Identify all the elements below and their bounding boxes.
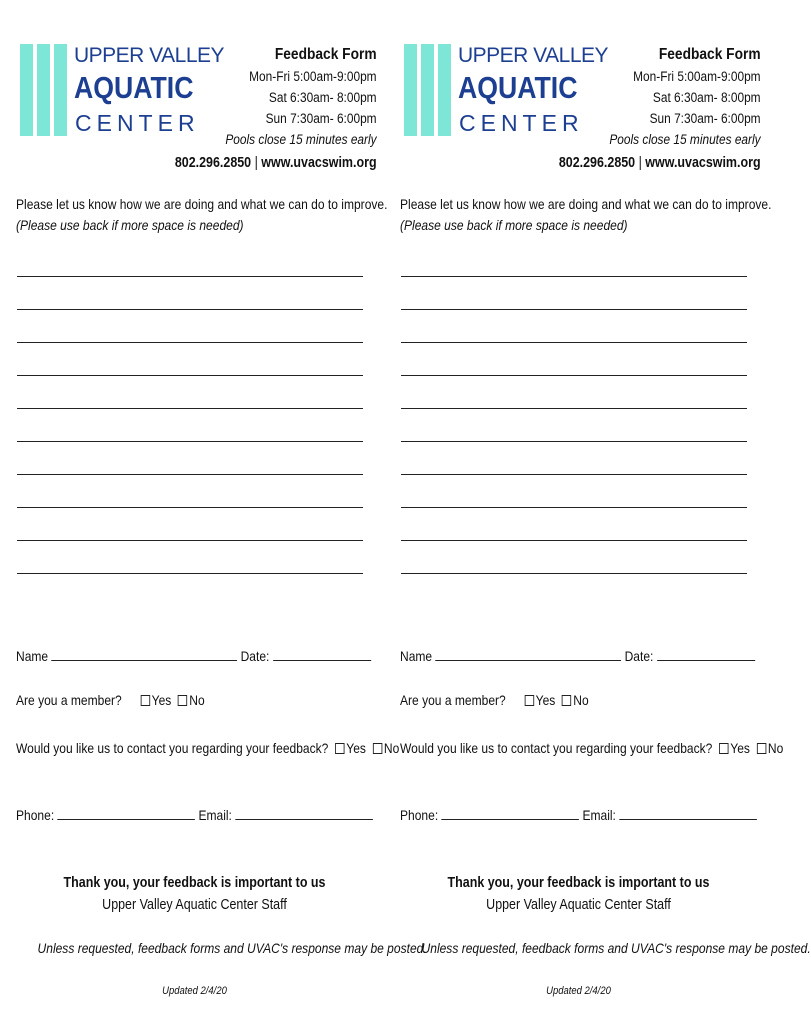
member-no-label: No <box>189 692 205 708</box>
contact-row <box>400 740 783 756</box>
writing-line[interactable] <box>401 375 747 376</box>
contact-no-label: No <box>383 740 400 756</box>
logo-text-center: CENTER <box>75 110 200 136</box>
phone-email-row <box>400 807 757 823</box>
writing-line[interactable] <box>17 375 363 376</box>
prompt-text: Please let us know how we are doing and what we can do to improve. <box>400 196 772 212</box>
writing-line[interactable] <box>17 276 363 277</box>
email-label: Email: <box>582 807 616 823</box>
writing-line[interactable] <box>17 309 363 310</box>
writing-line[interactable] <box>17 474 363 475</box>
pool-close-note: Pools close 15 minutes early <box>609 132 761 147</box>
writing-line[interactable] <box>17 573 363 574</box>
writing-line[interactable] <box>401 441 747 442</box>
contact-line <box>175 152 377 174</box>
phone-number: 802.296.2850 <box>559 155 636 171</box>
logo-text-center: CENTER <box>459 110 584 136</box>
feedback-prompt <box>400 194 771 236</box>
staff-signature: Upper Valley Aquatic Center Staff <box>486 897 671 913</box>
hours-sunday: Sun 7:30am- 6:00pm <box>650 111 761 126</box>
member-row <box>400 692 589 708</box>
thank-you-block <box>396 872 761 916</box>
member-yes-checkbox[interactable] <box>140 695 149 706</box>
logo-text-upper-valley: UPPER VALLEY <box>74 44 225 67</box>
writing-line[interactable] <box>17 507 363 508</box>
writing-line[interactable] <box>401 540 747 541</box>
prompt-note: (Please use back if more space is needed) <box>16 217 244 233</box>
contact-yes-checkbox[interactable] <box>719 743 728 754</box>
member-yes-checkbox[interactable] <box>524 695 533 706</box>
feedback-form-right <box>396 0 811 1024</box>
thank-you-text: Thank you, your feedback is important to us <box>447 875 710 891</box>
date-label: Date: <box>624 648 654 664</box>
member-no-checkbox[interactable] <box>178 695 187 706</box>
contact-separator: | <box>255 155 259 171</box>
writing-line[interactable] <box>401 408 747 409</box>
name-field[interactable] <box>435 648 621 661</box>
email-label: Email: <box>198 807 232 823</box>
date-label: Date: <box>240 648 270 664</box>
member-no-label: No <box>573 692 589 708</box>
contact-line <box>559 152 761 174</box>
feedback-form-left <box>12 0 427 1024</box>
member-row <box>16 692 205 708</box>
header-info <box>142 44 377 174</box>
logo-text-upper-valley: UPPER VALLEY <box>458 44 609 67</box>
phone-number: 802.296.2850 <box>175 155 252 171</box>
member-yes-label: Yes <box>151 692 172 708</box>
writing-line[interactable] <box>17 408 363 409</box>
name-label: Name <box>400 648 433 664</box>
member-yes-label: Yes <box>535 692 556 708</box>
member-question: Are you a member? <box>16 692 122 708</box>
contact-yes-label: Yes <box>730 740 750 756</box>
phone-field[interactable] <box>442 807 580 820</box>
website-link[interactable]: www.uvacswim.org <box>645 155 761 171</box>
name-date-row <box>400 648 755 664</box>
website-link[interactable]: www.uvacswim.org <box>261 155 377 171</box>
email-field[interactable] <box>235 807 373 820</box>
form-title: Feedback Form <box>275 46 377 63</box>
hours-saturday: Sat 6:30am- 8:00pm <box>269 90 377 105</box>
writing-line[interactable] <box>401 342 747 343</box>
writing-line[interactable] <box>401 507 747 508</box>
writing-line[interactable] <box>401 573 747 574</box>
pool-close-note: Pools close 15 minutes early <box>225 132 377 147</box>
contact-yes-label: Yes <box>346 740 366 756</box>
contact-question: Would you like us to contact you regarding your feedback? <box>16 740 329 756</box>
member-no-checkbox[interactable] <box>562 695 571 706</box>
logo-text-aquatic: AQUATIC <box>74 70 194 105</box>
updated-date: Updated 2/4/20 <box>162 985 227 997</box>
contact-row <box>16 740 399 756</box>
contact-no-checkbox[interactable] <box>373 743 382 754</box>
writing-line[interactable] <box>17 441 363 442</box>
hours-sunday: Sun 7:30am- 6:00pm <box>266 111 377 126</box>
email-field[interactable] <box>619 807 757 820</box>
staff-signature: Upper Valley Aquatic Center Staff <box>102 897 287 913</box>
name-field[interactable] <box>51 648 237 661</box>
name-label: Name <box>16 648 49 664</box>
hours-weekday: Mon-Fri 5:00am-9:00pm <box>633 69 761 84</box>
thank-you-block <box>12 872 377 916</box>
hours-saturday: Sat 6:30am- 8:00pm <box>653 90 761 105</box>
member-question: Are you a member? <box>400 692 506 708</box>
phone-label: Phone: <box>400 807 439 823</box>
form-title: Feedback Form <box>659 46 761 63</box>
phone-email-row <box>16 807 373 823</box>
logo-text-aquatic: AQUATIC <box>458 70 578 105</box>
contact-no-checkbox[interactable] <box>757 743 766 754</box>
writing-line[interactable] <box>401 276 747 277</box>
header-info <box>526 44 761 174</box>
writing-line[interactable] <box>401 474 747 475</box>
hours-weekday: Mon-Fri 5:00am-9:00pm <box>249 69 377 84</box>
feedback-prompt <box>16 194 387 236</box>
writing-line[interactable] <box>17 540 363 541</box>
writing-line[interactable] <box>17 342 363 343</box>
phone-label: Phone: <box>16 807 55 823</box>
date-field[interactable] <box>273 648 371 661</box>
phone-field[interactable] <box>58 807 196 820</box>
contact-yes-checkbox[interactable] <box>335 743 344 754</box>
date-field[interactable] <box>657 648 755 661</box>
name-date-row <box>16 648 371 664</box>
posted-note: Unless requested, feedback forms and UVAC's response may be posted. <box>421 940 811 956</box>
prompt-note: (Please use back if more space is needed) <box>400 217 628 233</box>
contact-separator: | <box>639 155 643 171</box>
thank-you-text: Thank you, your feedback is important to us <box>63 875 326 891</box>
updated-date: Updated 2/4/20 <box>546 985 611 997</box>
prompt-text: Please let us know how we are doing and what we can do to improve. <box>16 196 388 212</box>
contact-question: Would you like us to contact you regarding your feedback? <box>400 740 713 756</box>
contact-no-label: No <box>767 740 784 756</box>
posted-note: Unless requested, feedback forms and UVAC's response may be posted. <box>37 940 427 956</box>
writing-line[interactable] <box>401 309 747 310</box>
